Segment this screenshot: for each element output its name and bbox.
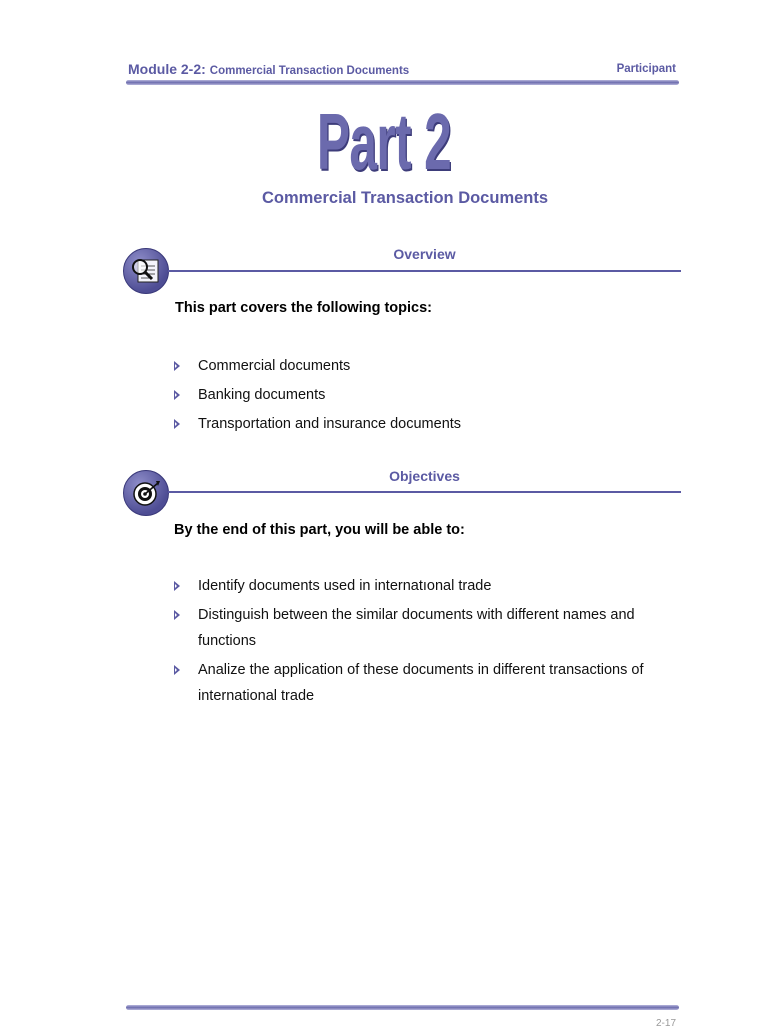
list-item: Identify documents used in internatıonal trade [174,573,684,599]
magnifier-document-icon [123,248,169,294]
overview-intro: This part covers the following topics: [175,300,432,316]
part-subtitle: Commercial Transaction Documents [261,189,549,207]
bullet-icon [174,390,180,400]
page-number: 2-17 [655,1018,676,1029]
objectives-list [174,573,684,709]
list-item: Distinguish between the similar documents with different names and functions [174,602,684,654]
list-item: Transportation and insurance documents [174,410,684,439]
bullet-icon [174,581,180,591]
bullet-icon [174,419,180,429]
target-icon [123,470,169,516]
module-label [128,61,409,77]
objectives-divider [168,491,681,493]
overview-heading: Overview [393,246,456,262]
page-header [128,60,676,82]
bullet-icon [174,665,180,675]
list-item: Analize the application of these documents in different transactions of international trade [174,657,684,709]
module-title: Commercial Transaction Documents [209,65,410,77]
audience-label: Participant [616,63,676,75]
bullet-icon [174,610,180,620]
list-item: Commercial documents [174,352,684,381]
objectives-intro: By the end of this part, you will be able to: [174,522,465,538]
module-number: Module 2-2: [128,61,206,77]
list-item: Banking documents [174,381,684,410]
part-title: Part 2 [316,97,452,186]
overview-divider [168,270,681,272]
footer-rule [126,1005,679,1010]
objectives-heading: Objectives [389,468,460,484]
overview-topic-list [174,352,684,439]
header-rule [126,80,679,85]
bullet-icon [174,361,180,371]
